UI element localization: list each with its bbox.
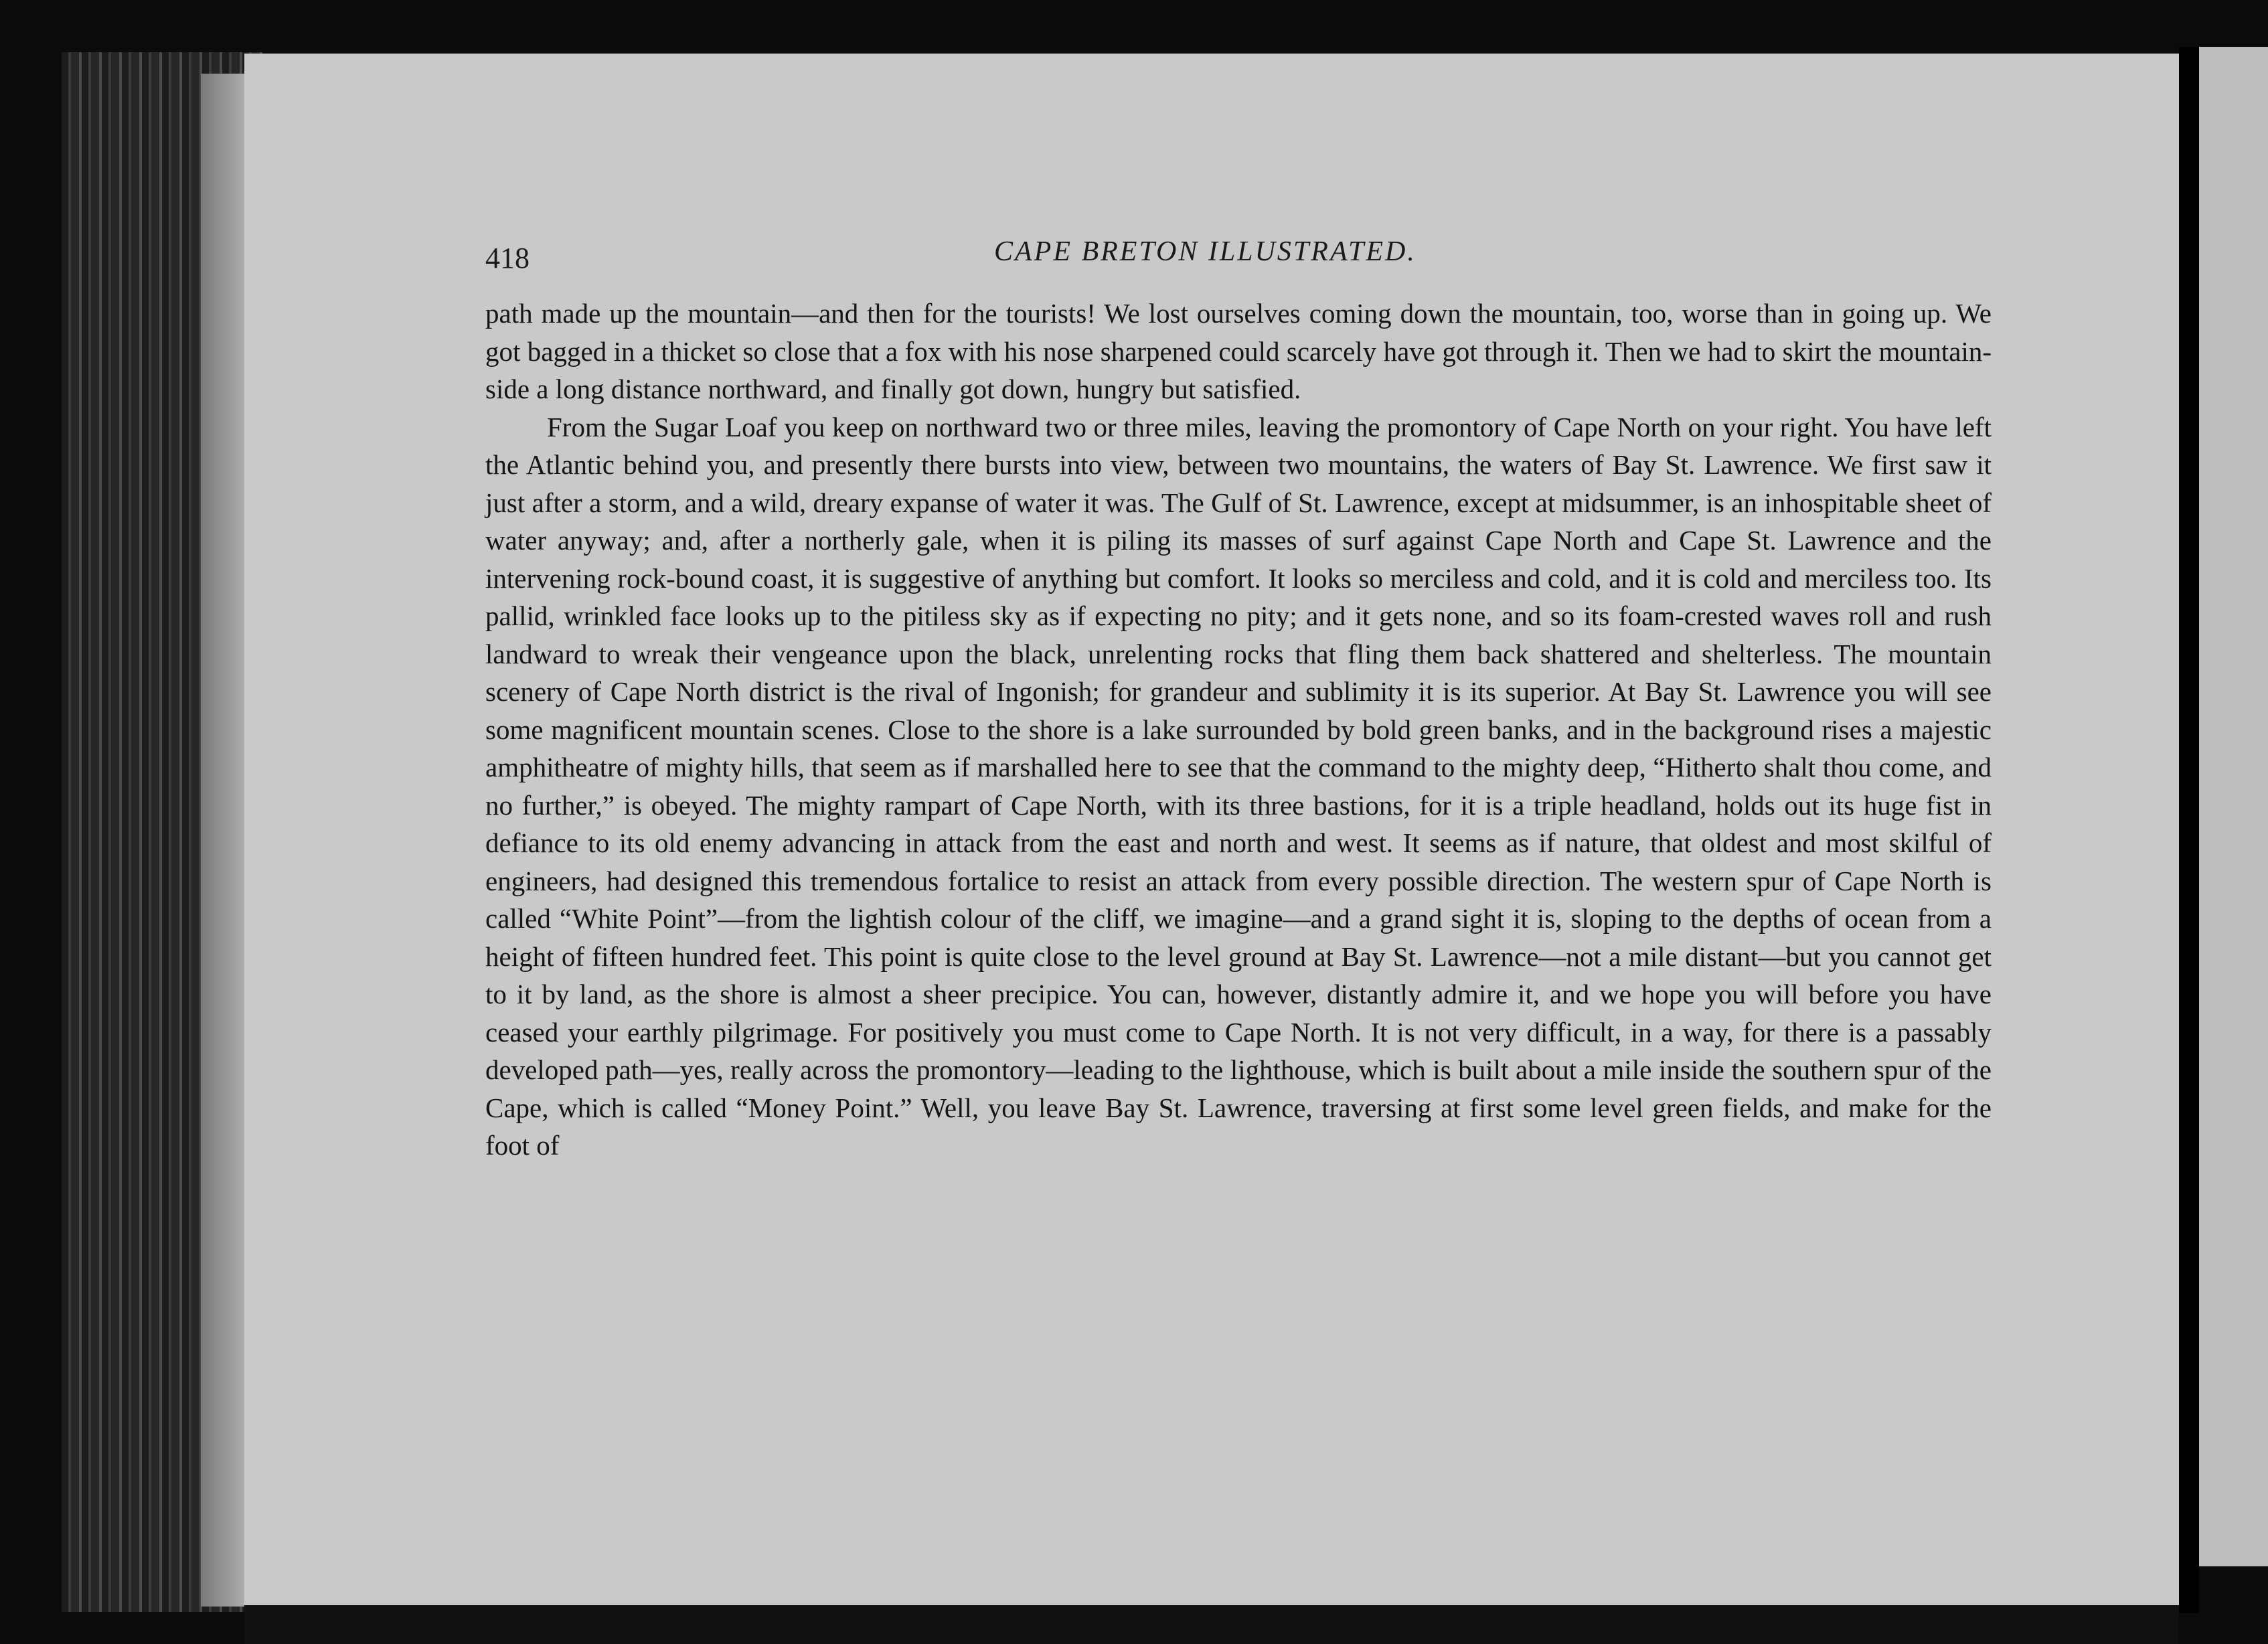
book-page-edges-light <box>201 74 248 1607</box>
paragraph-continued: path made up the mountain—and then for the tourists! We lost ourselves coming down the mountain, too, worse than in going up. We got bagged in a thicket so close that a fox with his nose sharpened could scarcely have got through it. Then we had to skirt the mountain-side a long distance northward, and finally got down, hungry but satisfied. <box>485 298 1992 404</box>
scan-bottom-edge <box>244 1605 2179 1644</box>
facing-page-edge <box>2199 47 2268 1566</box>
running-head <box>485 233 2012 280</box>
running-title: CAPE BRETON ILLUSTRATED. <box>994 236 1416 267</box>
paragraph-cape-north: From the Sugar Loaf you keep on northward two or three miles, leaving the promontory of Cape North on your right. You have left the Atlantic behind you, and presently there bursts into view, between two mountains, the waters of Bay St. Lawrence. We first saw it just after a storm, and a wild, dreary expanse of water it was. The Gulf of St. Lawrence, except at midsummer, is an inhospitable sheet of water anyway; and, after a northerly gale, when it is piling its masses of surf against Cape North and Cape St. Lawrence and the intervening rock-bound coast, it is suggestive of anything but comfort. It looks so merciless and cold, and it is cold and merciless too. Its pallid, wrinkled face looks up to the pitiless sky as if expecting no pity; and it gets none, and so its foam-crested waves roll and rush landward to wreak their vengeance upon the black, unrelenting rocks that fling them back shattered and shelterless. The mountain scenery of Cape North district is the rival of Ingonish; for grandeur and sublimity it is its superior. At Bay St. Lawrence you will see some magnificent mountain scenes. Close to the shore is a lake surrounded by bold green banks, and in the background rises a majestic amphitheatre of mighty hills, that seem as if marshalled here to see that the command to the mighty deep, “Hitherto shalt thou come, and no further,” is obeyed. The mighty rampart of Cape North, with its three bastions, for it is a triple headland, holds out its huge fist in defiance to its old enemy advancing in attack from the east and north and west. It seems as if nature, that oldest and most skilful of engineers, had designed this tremendous fortalice to resist an attack from every possible direction. The western spur of Cape North is called “White Point”—from the lightish colour of the cliff, we imagine—and a grand sight it is, sloping to the depths of ocean from a height of fifteen hundred feet. This point is quite close to the level ground at Bay St. Lawrence—not a mile distant—but you cannot get to it by land, as the shore is almost a sheer precipice. You can, however, distantly admire it, and we hope you will before you have ceased your earthly pilgrimage. For positively you must come to Cape North. It is not very difficult, in a way, for there is a passably developed path—yes, really across the promontory—leading to the lighthouse, which is built about a mile inside the southern spur of the Cape, which is called “Money Point.” Well, you leave Bay St. Lawrence, traversing at first some level green fields, and make for the foot of <box>485 411 1992 1161</box>
page-number: 418 <box>485 242 530 274</box>
page-gutter <box>2179 47 2199 1613</box>
body-text <box>485 295 1992 1165</box>
